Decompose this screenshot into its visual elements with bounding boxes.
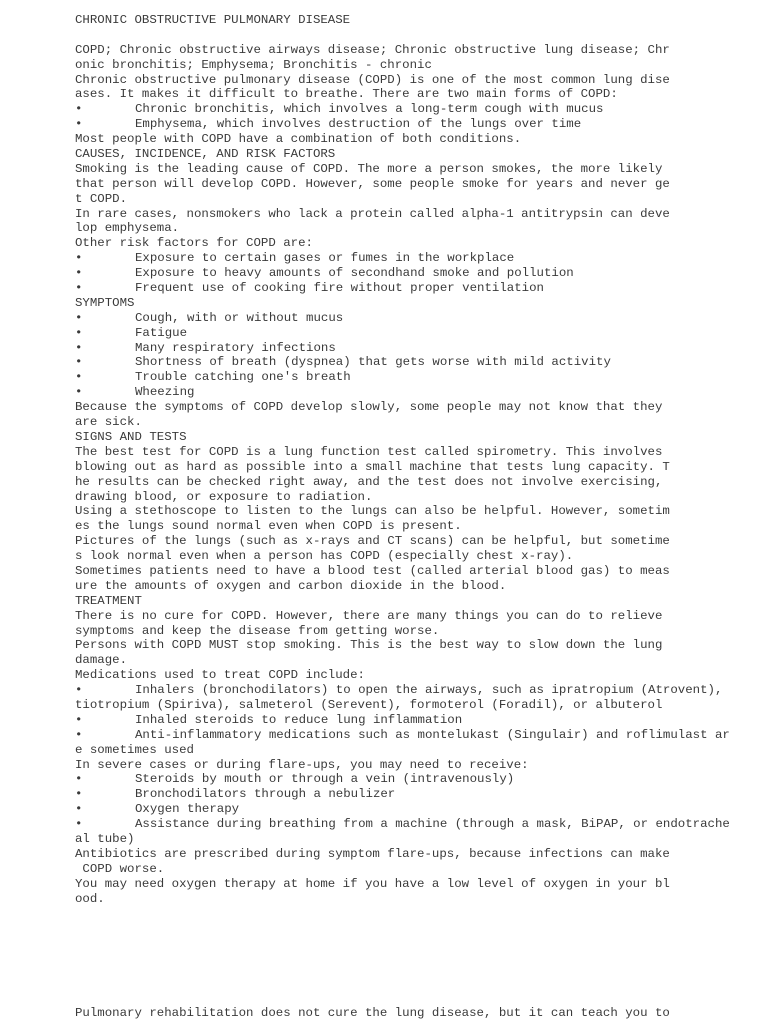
bullet-text: Shortness of breath (dyspnea) that gets worse with mild activity bbox=[135, 355, 611, 370]
bullet-item bbox=[75, 326, 755, 341]
text-line: TREATMENT bbox=[75, 593, 142, 608]
text-line: CAUSES, INCIDENCE, AND RISK FACTORS bbox=[75, 147, 336, 162]
document-lines bbox=[75, 43, 755, 907]
text-line: The best test for COPD is a lung function test called spirometry. This involves bbox=[75, 444, 663, 459]
bullet-text: Frequent use of cooking fire without proper ventilation bbox=[135, 281, 544, 296]
bullet-icon: • bbox=[75, 385, 83, 400]
text-line: ood. bbox=[75, 891, 105, 906]
bullet-text: Cough, with or without mucus bbox=[135, 310, 344, 325]
text-line: symptoms and keep the disease from getting worse. bbox=[75, 623, 440, 638]
bullet-item bbox=[75, 281, 755, 296]
bullet-item bbox=[75, 787, 755, 802]
text-line: that person will develop COPD. However, some people smoke for years and never ge bbox=[75, 176, 670, 191]
bullet-text: Emphysema, which involves destruction of the lungs over time bbox=[135, 117, 582, 132]
bullet-text: Exposure to heavy amounts of secondhand smoke and pollution bbox=[135, 266, 574, 281]
text-line: onic bronchitis; Emphysema; Bronchitis - chronic bbox=[75, 57, 432, 72]
bullet-icon: • bbox=[75, 727, 83, 742]
text-line: Because the symptoms of COPD develop slowly, some people may not know that they bbox=[75, 400, 663, 415]
bullet-text: Fatigue bbox=[135, 325, 188, 340]
text-line: s look normal even when a person has COPD (especially chest x-ray). bbox=[75, 549, 574, 564]
bullet-text: Many respiratory infections bbox=[135, 340, 336, 355]
document-body bbox=[75, 13, 755, 906]
document-title: CHRONIC OBSTRUCTIVE PULMONARY DISEASE bbox=[75, 13, 351, 27]
text-line: t COPD. bbox=[75, 191, 128, 206]
bullet-item bbox=[75, 355, 755, 370]
bullet-item bbox=[75, 102, 755, 117]
blank-line bbox=[75, 28, 755, 43]
bullet-icon: • bbox=[75, 712, 83, 727]
text-line: es the lungs sound normal even when COPD is present. bbox=[75, 519, 462, 534]
bullet-item bbox=[75, 370, 755, 385]
bullet-icon: • bbox=[75, 772, 83, 787]
bullet-item bbox=[75, 802, 755, 817]
bullet-text: Trouble catching one's breath bbox=[135, 370, 351, 385]
text-line: Most people with COPD have a combination of both conditions. bbox=[75, 132, 522, 147]
bullet-item bbox=[75, 713, 755, 728]
text-line: There is no cure for COPD. However, there are many things you can do to relieve bbox=[75, 608, 663, 623]
bullet-item bbox=[75, 772, 755, 787]
bullet-icon: • bbox=[75, 817, 83, 832]
text-line: e sometimes used bbox=[75, 742, 194, 757]
bullet-item bbox=[75, 817, 755, 832]
bullet-item bbox=[75, 311, 755, 326]
bullet-item bbox=[75, 728, 755, 743]
page-bottom-text: Pulmonary rehabilitation does not cure the lung disease, but it can teach you to bbox=[75, 1006, 670, 1020]
text-line: In rare cases, nonsmokers who lack a protein called alpha-1 antitrypsin can deve bbox=[75, 206, 670, 221]
bullet-text: Wheezing bbox=[135, 385, 195, 400]
bullet-icon: • bbox=[75, 370, 83, 385]
bullet-item bbox=[75, 117, 755, 132]
bullet-icon: • bbox=[75, 102, 83, 117]
bullet-text: Assistance during breathing from a machine (through a mask, BiPAP, or endotrache bbox=[135, 817, 730, 832]
bullet-icon: • bbox=[75, 787, 83, 802]
bullet-icon: • bbox=[75, 340, 83, 355]
text-line: COPD worse. bbox=[75, 861, 165, 876]
text-line: Using a stethoscope to listen to the lungs can also be helpful. However, sometim bbox=[75, 504, 670, 519]
text-line: Medications used to treat COPD include: bbox=[75, 668, 365, 683]
bullet-icon: • bbox=[75, 355, 83, 370]
text-line: SIGNS AND TESTS bbox=[75, 429, 187, 444]
text-line: Antibiotics are prescribed during symptom flare-ups, because infections can make bbox=[75, 846, 670, 861]
text-line: In severe cases or during flare-ups, you may need to receive: bbox=[75, 757, 529, 772]
text-line: Smoking is the leading cause of COPD. The more a person smokes, the more likely bbox=[75, 161, 663, 176]
text-line: damage. bbox=[75, 653, 128, 668]
bullet-text: Steroids by mouth or through a vein (intravenously) bbox=[135, 772, 515, 787]
bullet-item bbox=[75, 266, 755, 281]
text-line: are sick. bbox=[75, 415, 142, 430]
text-line: blowing out as hard as possible into a small machine that tests lung capacity. T bbox=[75, 459, 670, 474]
bullet-text: Exposure to certain gases or fumes in the workplace bbox=[135, 251, 515, 266]
text-line: ure the amounts of oxygen and carbon dioxide in the blood. bbox=[75, 578, 507, 593]
text-line: Other risk factors for COPD are: bbox=[75, 236, 313, 251]
bullet-item bbox=[75, 683, 755, 698]
text-line: he results can be checked right away, and the test does not involve exercising, bbox=[75, 474, 663, 489]
bullet-icon: • bbox=[75, 117, 83, 132]
bullet-icon: • bbox=[75, 683, 83, 698]
text-line: COPD; Chronic obstructive airways disease; Chronic obstructive lung disease; Chr bbox=[75, 42, 670, 57]
bullet-text: Bronchodilators through a nebulizer bbox=[135, 787, 396, 802]
text-line: Chronic obstructive pulmonary disease (COPD) is one of the most common lung dise bbox=[75, 72, 670, 87]
bullet-icon: • bbox=[75, 802, 83, 817]
text-line: Persons with COPD MUST stop smoking. This is the best way to slow down the lung bbox=[75, 638, 663, 653]
bullet-item bbox=[75, 341, 755, 356]
bullet-icon: • bbox=[75, 310, 83, 325]
text-line: SYMPTOMS bbox=[75, 295, 135, 310]
text-line: al tube) bbox=[75, 831, 135, 846]
bullet-icon: • bbox=[75, 325, 83, 340]
bullet-icon: • bbox=[75, 266, 83, 281]
bullet-item bbox=[75, 385, 755, 400]
text-line: tiotropium (Spiriva), salmeterol (Serevent), formoterol (Foradil), or albuterol bbox=[75, 697, 663, 712]
bullet-item bbox=[75, 251, 755, 266]
bullet-text: Oxygen therapy bbox=[135, 802, 240, 817]
bullet-icon: • bbox=[75, 251, 83, 266]
bullet-text: Inhalers (bronchodilators) to open the airways, such as ipratropium (Atrovent), bbox=[135, 683, 723, 698]
text-line: You may need oxygen therapy at home if you have a low level of oxygen in your bl bbox=[75, 876, 670, 891]
text-line: ases. It makes it difficult to breathe. There are two main forms of COPD: bbox=[75, 87, 618, 102]
bullet-text: Chronic bronchitis, which involves a long-term cough with mucus bbox=[135, 102, 604, 117]
text-line: Sometimes patients need to have a blood test (called arterial blood gas) to meas bbox=[75, 563, 670, 578]
bullet-icon: • bbox=[75, 281, 83, 296]
bullet-text: Anti-inflammatory medications such as montelukast (Singulair) and roflimulast ar bbox=[135, 727, 730, 742]
bullet-text: Inhaled steroids to reduce lung inflammation bbox=[135, 712, 463, 727]
text-line: lop emphysema. bbox=[75, 221, 180, 236]
text-line: drawing blood, or exposure to radiation. bbox=[75, 489, 373, 504]
text-line: Pictures of the lungs (such as x-rays and CT scans) can be helpful, but sometime bbox=[75, 534, 670, 549]
